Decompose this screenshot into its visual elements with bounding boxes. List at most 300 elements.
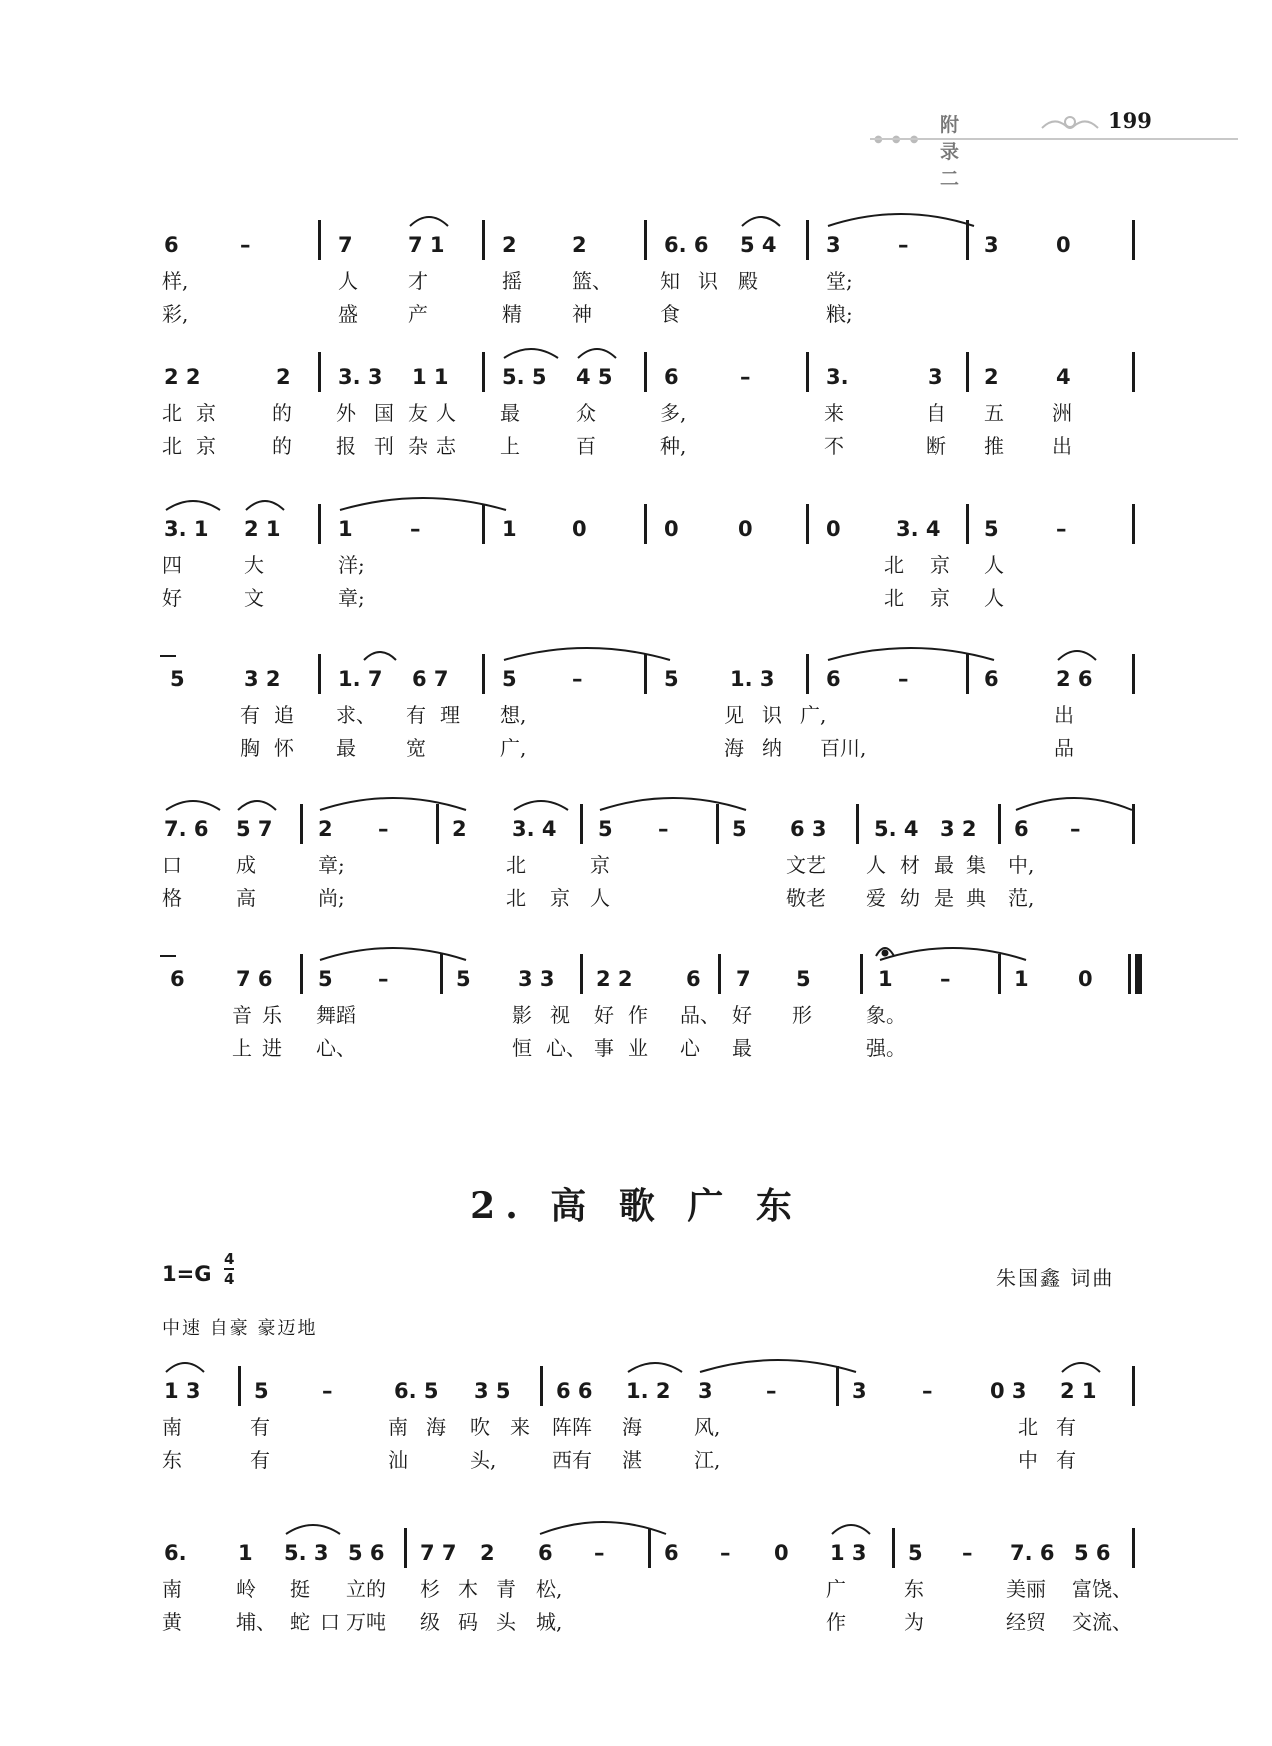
lyric: 京: [550, 886, 570, 910]
slur: [1060, 1352, 1102, 1374]
barline: [644, 654, 647, 694]
note: 2: [502, 233, 517, 257]
barline: [998, 804, 1001, 844]
barline: [966, 504, 969, 544]
ornament-icon: [1038, 112, 1102, 140]
notation-row-4: [0, 666, 1272, 762]
note: 1: [238, 1541, 253, 1565]
lyric: 最: [336, 736, 356, 760]
tie: [698, 1352, 858, 1374]
barline: [436, 804, 439, 844]
note: 7 6: [236, 967, 273, 991]
final-barline-thick: [1135, 954, 1142, 994]
lyric: 强。: [866, 1036, 906, 1060]
lyric: 不: [824, 434, 844, 458]
lyric: 典: [966, 886, 986, 910]
note: 4: [1056, 365, 1071, 389]
lyric: 事: [594, 1036, 614, 1060]
lyric: 美丽: [1006, 1577, 1046, 1601]
note: 5 6: [348, 1541, 385, 1565]
note: –: [1056, 517, 1067, 541]
section-label: 附录二: [940, 114, 961, 190]
lyric: 最: [934, 853, 954, 877]
note: 3 3: [518, 967, 555, 991]
barline: [580, 954, 583, 994]
lyric: 南: [162, 1577, 182, 1601]
lyric: 京: [196, 434, 216, 458]
lyric: 求、: [336, 703, 376, 727]
note: 1: [338, 517, 353, 541]
note: 5. 3: [284, 1541, 329, 1565]
lyric: 中,: [1008, 853, 1035, 877]
note: 5 4: [740, 233, 777, 257]
lyric: 北: [506, 853, 526, 877]
lyric: 百川,: [820, 736, 867, 760]
note: 5: [796, 967, 811, 991]
barline: [482, 352, 485, 392]
lyric: 作: [826, 1610, 846, 1634]
note: 2: [318, 817, 333, 841]
slur: [164, 490, 222, 512]
lyric: 音: [232, 1003, 252, 1027]
barline: [836, 1366, 839, 1406]
composer-credit: 朱国鑫 词曲: [996, 1266, 1115, 1290]
lyric: 洋;: [338, 553, 365, 577]
note: 6.: [164, 1541, 187, 1565]
barline: [716, 804, 719, 844]
note: 0: [572, 517, 587, 541]
note: 3. 3: [338, 365, 383, 389]
lyric: 进: [262, 1036, 282, 1060]
time-signature-bottom: 4: [224, 1270, 235, 1288]
lyric: 松,: [536, 1577, 563, 1601]
barline: [440, 954, 443, 994]
slur: [284, 1514, 342, 1536]
lyric: 广,: [800, 703, 827, 727]
barline: [718, 954, 721, 994]
lyric: 神: [572, 302, 592, 326]
barline: [482, 654, 485, 694]
barline: [1132, 504, 1135, 544]
barline: [644, 504, 647, 544]
barline: [318, 220, 321, 260]
lyric: 人: [866, 853, 886, 877]
lyric: 尚;: [318, 886, 345, 910]
lyric: 形: [792, 1003, 812, 1027]
notation-row-6: [0, 966, 1272, 1062]
song2-notation-row-2: [0, 1540, 1272, 1636]
lyric: 心、: [316, 1036, 356, 1060]
lyric: 盛: [338, 302, 358, 326]
lyric: 文艺: [786, 853, 826, 877]
note: –: [378, 967, 389, 991]
lyric: 京: [930, 586, 950, 610]
note: 5 7: [236, 817, 273, 841]
lyric: 彩,: [162, 302, 189, 326]
note: 2: [452, 817, 467, 841]
lyric: 追: [274, 703, 294, 727]
note: –: [1070, 817, 1081, 841]
note: 2 2: [164, 365, 201, 389]
lyric: 阵阵: [552, 1415, 592, 1439]
lyric: 蛇: [290, 1610, 310, 1634]
note: 5: [502, 667, 517, 691]
lyric: 最: [500, 401, 520, 425]
barline: [404, 1528, 407, 1568]
key-signature: 1=G: [162, 1262, 212, 1286]
lyric: 头,: [470, 1448, 497, 1472]
slur: [512, 790, 570, 812]
note: 5: [170, 667, 185, 691]
note: 6: [170, 967, 185, 991]
lyric: 口: [162, 853, 182, 877]
lyric: 章;: [318, 853, 345, 877]
note: 7. 6: [1010, 1541, 1055, 1565]
note: –: [898, 667, 909, 691]
lyric: 怀: [274, 736, 294, 760]
slur: [626, 1352, 684, 1374]
lyric: 材: [900, 853, 920, 877]
notation-row-3: [0, 516, 1272, 612]
lyric: 吹: [470, 1415, 490, 1439]
barline: [1132, 220, 1135, 260]
note: 1 1: [412, 365, 449, 389]
tie: [1014, 790, 1134, 812]
slur: [502, 338, 560, 360]
lyric: 南: [388, 1415, 408, 1439]
lyric: 四: [162, 553, 182, 577]
lyric: 文: [244, 586, 264, 610]
lyric: 为: [904, 1610, 924, 1634]
lyric: 刊: [374, 434, 394, 458]
lyric: 东: [904, 1577, 924, 1601]
lyric: 京: [930, 553, 950, 577]
lyric: 多,: [660, 401, 687, 425]
barline: [1132, 352, 1135, 392]
barline: [644, 352, 647, 392]
lyric: 人: [590, 886, 610, 910]
note: 5 6: [1074, 1541, 1111, 1565]
lyric: 品: [1054, 736, 1074, 760]
note: 3.: [826, 365, 849, 389]
note: 3. 4: [512, 817, 557, 841]
note: –: [962, 1541, 973, 1565]
tie: [826, 206, 976, 228]
lyric: 宽: [406, 736, 426, 760]
lyric: 南: [162, 1415, 182, 1439]
lyric: 敬老: [786, 886, 826, 910]
note: 5: [908, 1541, 923, 1565]
note: 2 1: [244, 517, 281, 541]
barline: [648, 1528, 651, 1568]
tie: [318, 940, 468, 962]
barline: [806, 352, 809, 392]
note: 6: [664, 1541, 679, 1565]
lyric: 范,: [1008, 886, 1035, 910]
note: 1. 3: [730, 667, 775, 691]
song2-notation-row-1: [0, 1378, 1272, 1474]
lyric: 心: [680, 1036, 700, 1060]
note: –: [940, 967, 951, 991]
lyric: 最: [732, 1036, 752, 1060]
notation-row-5: [0, 816, 1272, 912]
lyric: 胸: [240, 736, 260, 760]
note: 0: [738, 517, 753, 541]
lyric: 有: [1056, 1448, 1076, 1472]
note: –: [766, 1379, 777, 1403]
slur: [830, 1514, 872, 1536]
lyric: 作: [628, 1003, 648, 1027]
note: 6: [1014, 817, 1029, 841]
note: 6 7: [412, 667, 449, 691]
note: 3: [928, 365, 943, 389]
lyric: 识: [698, 269, 718, 293]
note: 1 3: [164, 1379, 201, 1403]
lyric: 人: [436, 401, 456, 425]
note: 7: [736, 967, 751, 991]
note: 0: [774, 1541, 789, 1565]
lyric: 纳: [762, 736, 782, 760]
barline: [1132, 654, 1135, 694]
note: 7. 6: [164, 817, 209, 841]
lyric: 幼: [900, 886, 920, 910]
lyric: 推: [984, 434, 1004, 458]
lyric: 视: [550, 1003, 570, 1027]
lyric: 交流、: [1072, 1610, 1132, 1634]
barline: [540, 1366, 543, 1406]
lyric: 产: [408, 302, 428, 326]
lyric: 广: [826, 1577, 846, 1601]
lyric: 五: [984, 401, 1004, 425]
lyric: 立的: [346, 1577, 386, 1601]
lyric: 格: [162, 886, 182, 910]
note: 6. 5: [394, 1379, 439, 1403]
note: 0: [826, 517, 841, 541]
lyric: 志: [436, 434, 456, 458]
lyric: 风,: [694, 1415, 721, 1439]
note: 5: [318, 967, 333, 991]
tie: [826, 640, 996, 662]
lyric: 上: [500, 434, 520, 458]
lyric: 西有: [552, 1448, 592, 1472]
lyric: 来: [824, 401, 844, 425]
lyric: 知: [660, 269, 680, 293]
note: 5: [984, 517, 999, 541]
lyric: 见: [724, 703, 744, 727]
lyric: 江,: [694, 1448, 721, 1472]
lyric: 中: [1018, 1448, 1038, 1472]
note: –: [410, 517, 421, 541]
note: 3 2: [244, 667, 281, 691]
note: 2 1: [1060, 1379, 1097, 1403]
header-dots: ● ● ●: [874, 134, 922, 145]
lyric: 友: [408, 401, 428, 425]
note: 6: [686, 967, 701, 991]
note: 1. 7: [338, 667, 383, 691]
barline: [966, 220, 969, 260]
lyric: 众: [576, 401, 596, 425]
note: 6: [538, 1541, 553, 1565]
tie: [318, 790, 468, 812]
note: 2: [480, 1541, 495, 1565]
lyric: 章;: [338, 586, 365, 610]
lyric: 人: [984, 586, 1004, 610]
lyric: 想,: [500, 703, 527, 727]
note: 6: [664, 365, 679, 389]
lyric: 乐: [262, 1003, 282, 1027]
note: 6: [164, 233, 179, 257]
slur: [236, 790, 278, 812]
note: –: [378, 817, 389, 841]
lyric: 恒: [512, 1036, 532, 1060]
note: –: [322, 1379, 333, 1403]
note: 1: [502, 517, 517, 541]
note: 5: [254, 1379, 269, 1403]
lyric: 杉: [420, 1577, 440, 1601]
note: –: [240, 233, 251, 257]
note: 7: [338, 233, 353, 257]
lyric: 堂;: [826, 269, 853, 293]
barline: [318, 504, 321, 544]
barline: [580, 804, 583, 844]
note: –: [658, 817, 669, 841]
note: 0: [1078, 967, 1093, 991]
lyric: 有: [250, 1448, 270, 1472]
lyric: 大: [244, 553, 264, 577]
note: 0: [1056, 233, 1071, 257]
barline: [300, 954, 303, 994]
note: 7 7: [420, 1541, 457, 1565]
note: –: [922, 1379, 933, 1403]
lyric: 有: [1056, 1415, 1076, 1439]
note: 5: [732, 817, 747, 841]
lyric: 爱: [866, 886, 886, 910]
lyric: 湛: [622, 1448, 642, 1472]
note: 5: [456, 967, 471, 991]
note: 5: [598, 817, 613, 841]
barline: [238, 1366, 241, 1406]
time-signature-top: 4: [224, 1250, 235, 1268]
lyric: 北: [162, 434, 182, 458]
barline: [1132, 804, 1135, 844]
tempo-marking: 中速 自豪 豪迈地: [162, 1318, 318, 1339]
note: 1 3: [830, 1541, 867, 1565]
lyric: 有: [240, 703, 260, 727]
note: 3. 4: [896, 517, 941, 541]
lyric: 种,: [660, 434, 687, 458]
lyric: 篮、: [572, 269, 612, 293]
lyric: 埔、: [236, 1610, 276, 1634]
note: 3: [698, 1379, 713, 1403]
lyric: 精: [502, 302, 522, 326]
lyric: 上: [232, 1036, 252, 1060]
lyric: 人: [338, 269, 358, 293]
note: 5. 5: [502, 365, 547, 389]
slur: [740, 206, 782, 228]
lyric: 样,: [162, 269, 189, 293]
note: –: [572, 667, 583, 691]
lyric: 好: [594, 1003, 614, 1027]
tie: [598, 790, 748, 812]
note: 1: [878, 967, 893, 991]
lyric: 城,: [536, 1610, 563, 1634]
barline: [860, 954, 863, 994]
lyric: 象。: [866, 1003, 906, 1027]
lyric: 黄: [162, 1610, 182, 1634]
lyric: 北: [884, 553, 904, 577]
barline: [318, 352, 321, 392]
note: 6: [984, 667, 999, 691]
lyric: 头: [496, 1610, 516, 1634]
lyric: 的: [272, 401, 292, 425]
lyric: 好: [162, 586, 182, 610]
notation-row-1: [0, 232, 1272, 328]
note: 4 5: [576, 365, 613, 389]
lyric: 人: [984, 553, 1004, 577]
note: 3. 1: [164, 517, 209, 541]
time-signature: [224, 1251, 234, 1287]
barline: [856, 804, 859, 844]
barline: [966, 352, 969, 392]
lyric: 经贸: [1006, 1610, 1046, 1634]
lyric: 食: [660, 302, 680, 326]
note: –: [898, 233, 909, 257]
note: 6. 6: [664, 233, 709, 257]
lyric: 的: [272, 434, 292, 458]
lyric: 断: [926, 434, 946, 458]
lyric: 业: [628, 1036, 648, 1060]
lyric: 百: [576, 434, 596, 458]
note: 7 1: [408, 233, 445, 257]
lyric: 心、: [546, 1036, 586, 1060]
lyric: 海: [724, 736, 744, 760]
barline: [892, 1528, 895, 1568]
note: –: [740, 365, 751, 389]
note: 3 5: [474, 1379, 511, 1403]
lyric: 口: [320, 1610, 340, 1634]
lyric: 挺: [290, 1577, 310, 1601]
lyric: 集: [966, 853, 986, 877]
barline: [998, 954, 1001, 994]
lyric: 品、: [680, 1003, 720, 1027]
lyric: 岭: [236, 1577, 256, 1601]
note: 2 2: [596, 967, 633, 991]
note: 3: [984, 233, 999, 257]
lyric: 自: [926, 401, 946, 425]
slur: [576, 338, 618, 360]
note: 5. 4: [874, 817, 919, 841]
note: 6: [826, 667, 841, 691]
barline: [1132, 1528, 1135, 1568]
note: 1: [1014, 967, 1029, 991]
slur: [1056, 640, 1098, 662]
barline: [644, 220, 647, 260]
lyric: 是: [934, 886, 954, 910]
lyric: 成: [236, 853, 256, 877]
lyric: 高: [236, 886, 256, 910]
barline: [806, 654, 809, 694]
lyric: 北: [506, 886, 526, 910]
slur: [408, 206, 450, 228]
barline: [318, 654, 321, 694]
lyric: 东: [162, 1448, 182, 1472]
lyric: 粮;: [826, 302, 853, 326]
lyric: 理: [440, 703, 460, 727]
lyric: 影: [512, 1003, 532, 1027]
barline: [482, 220, 485, 260]
lyric: 出: [1052, 434, 1072, 458]
lyric: 海: [622, 1415, 642, 1439]
